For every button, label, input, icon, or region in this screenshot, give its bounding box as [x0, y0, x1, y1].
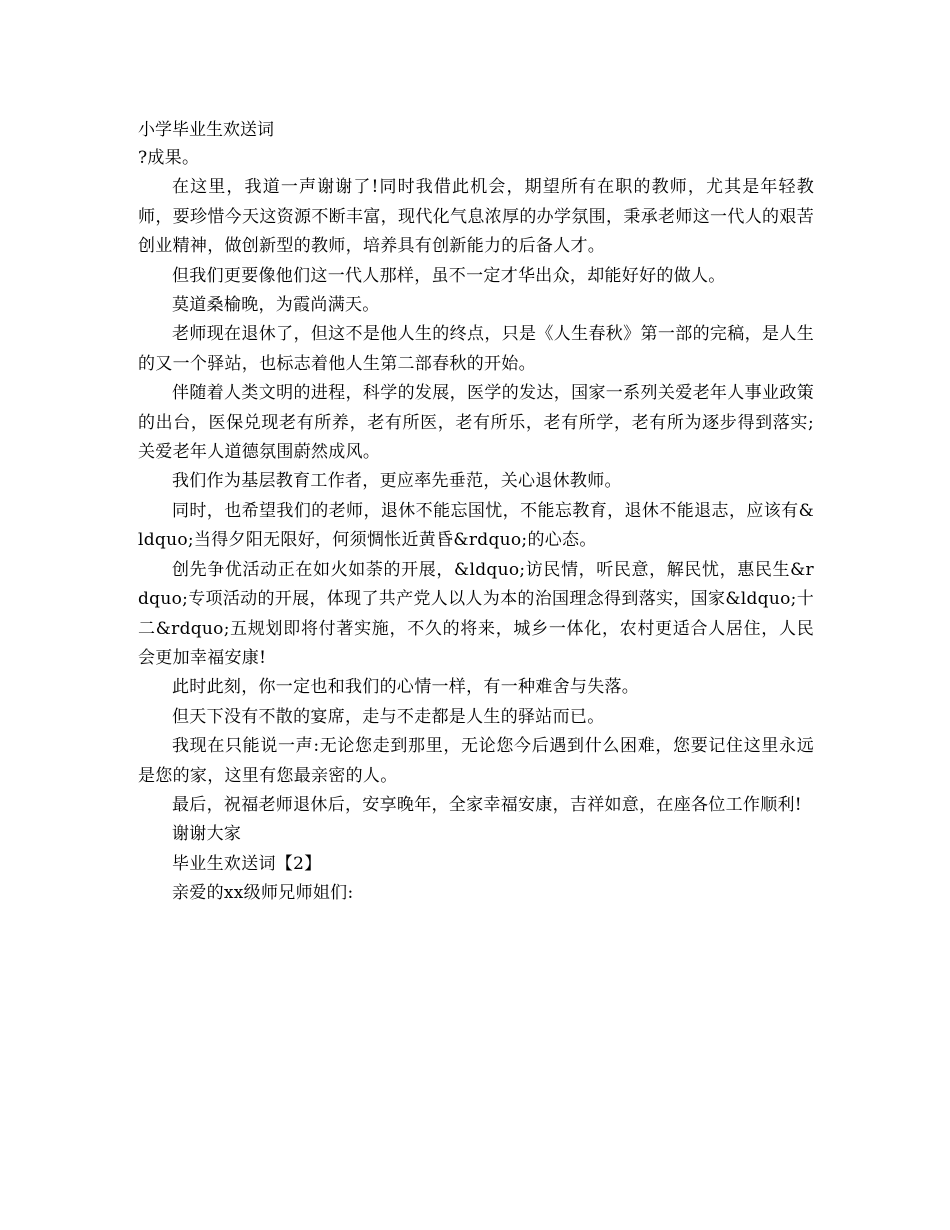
paragraph: 莫道桑榆晚，为霞尚满天。: [172, 295, 380, 316]
section-heading: 毕业生欢送词【2】: [172, 853, 322, 874]
paragraph: 伴随着人类文明的进程，科学的发展，医学的发达，国家一系列关爱老年人事业政策的出台，医保兑现老有所养，老有所医，老有所乐，老有所学，老有所为逐步得到落实;关爱老年人道德氛围蔚然成风。: [138, 383, 814, 463]
salutation: 亲爱的xx级师兄师姐们:: [172, 883, 354, 904]
paragraph-continuation: ?成果。: [138, 148, 200, 168]
paragraph: 老师现在退休了，但这不是他人生的终点，只是《人生春秋》第一部的完稿，是人生的又一个驿站，也标志着他人生第二部春秋的开始。: [138, 324, 814, 374]
paragraph: 我们作为基层教育工作者，更应率先垂范，关心退休教师。: [172, 471, 622, 492]
paragraph: 但我们更要像他们这一代人那样，虽不一定才华出众，却能好好的做人。: [172, 265, 726, 286]
closing-thanks: 谢谢大家: [172, 824, 242, 845]
paragraph: 但天下没有不散的宴席，走与不走都是人生的驿站而已。: [172, 706, 605, 727]
document-body: [138, 144, 814, 909]
document-header: 小学毕业生欢送词: [138, 120, 274, 140]
paragraph: 同时，也希望我们的老师，退休不能忘国忧，不能忘教育，退休不能退志，应该有&ldquo;当得夕阳无限好，何须惆怅近黄昏&rdquo;的心态。: [138, 500, 814, 551]
paragraph: 此时此刻，你一定也和我们的心情一样，有一种难舍与失落。: [172, 677, 640, 698]
paragraph: 在这里，我道一声谢谢了!同时我借此机会，期望所有在职的教师，尤其是年轻教师，要珍惜今天这资源不断丰富，现代化气息浓厚的办学氛围，秉承老师这一代人的艰苦创业精神，做创新型的教师，培养具有创新能力的后备人才。: [138, 177, 814, 257]
paragraph: 我现在只能说一声:无论您走到那里，无论您今后遇到什么困难，您要记住这里永远是您的家，这里有您最亲密的人。: [138, 736, 814, 786]
paragraph: 创先争优活动正在如火如荼的开展，&ldquo;访民情，听民意，解民忧，惠民生&rdquo;专项活动的开展，体现了共产党人以人为本的治国理念得到落实，国家&ldquo;十二&rdquo;五规划即将付著实施，不久的将来，城乡一体化，农村更适合人居住，人民会更加幸福安康!: [138, 559, 814, 668]
paragraph: 最后，祝福老师退休后，安享晚年，全家幸福安康，吉祥如意，在座各位工作顺利!: [172, 794, 802, 815]
